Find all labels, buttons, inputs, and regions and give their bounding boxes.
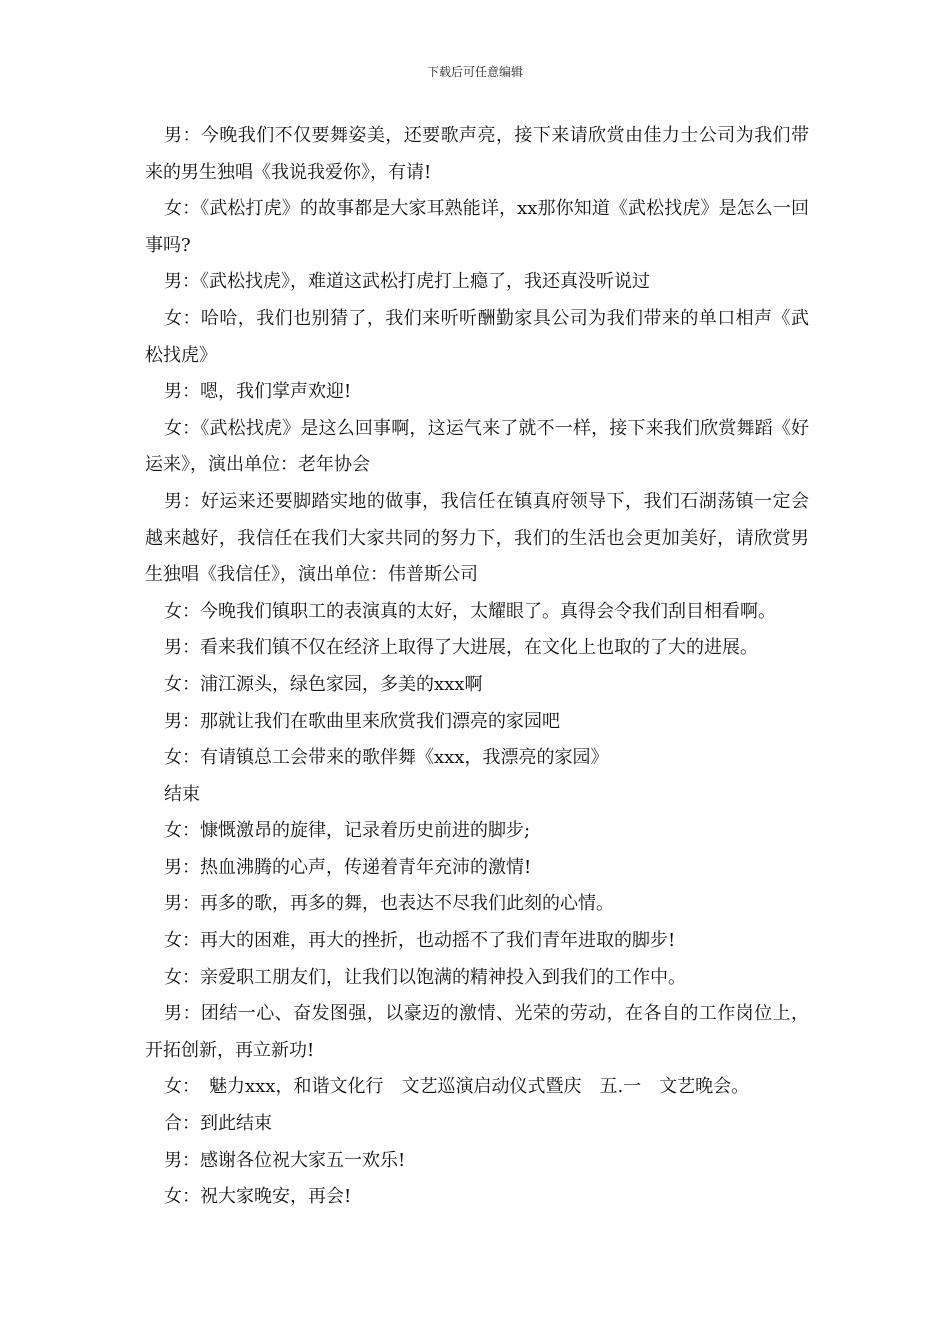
paragraph: 男：再多的歌，再多的舞，也表达不尽我们此刻的心情。: [164, 893, 614, 915]
page-header-note: 下载后可任意编辑: [426, 65, 523, 79]
paragraph: 女：再大的困难，再大的挫折，也动摇不了我们青年进取的脚步!: [164, 930, 676, 952]
paragraph: 男：团结一心、奋发图强，以豪迈的激情、光荣的劳动，在各自的工作岗位上，开拓创新，再立新功!: [145, 1003, 809, 1061]
paragraph: 合：到此结束: [164, 1113, 272, 1135]
paragraph: 男：那就让我们在歌曲里来欣赏我们漂亮的家园吧: [164, 710, 560, 732]
paragraph: 女：浦江源头，绿色家园，多美的xxx啊: [164, 673, 483, 695]
paragraph: 男：今晚我们不仅要舞姿美，还要歌声亮，接下来请欣赏由佳力士公司为我们带来的男生独唱《我说我爱你》，有请!: [145, 125, 809, 183]
paragraph: 女：哈哈，我们也别猜了，我们来听听酬勤家具公司为我们带来的单口相声《武松找虎》: [145, 307, 809, 366]
paragraph: 男：看来我们镇不仅在经济上取得了大进展，在文化上也取的了大的进展。: [164, 637, 758, 659]
paragraph: 男：嗯，我们掌声欢迎!: [164, 381, 352, 403]
paragraph: 女：《武松打虎》的故事都是大家耳熟能详，xx那你知道《武松找虎》是怎么一回事吗?: [145, 198, 809, 256]
paragraph: 女：有请镇总工会带来的歌伴舞《xxx，我漂亮的家园》: [164, 747, 609, 769]
paragraph: 女：祝大家晚安，再会!: [164, 1186, 352, 1208]
paragraph: 男：《武松找虎》，难道这武松打虎打上瘾了，我还真没听说过: [164, 271, 650, 293]
paragraph: 男：感谢各位祝大家五一欢乐!: [164, 1149, 406, 1171]
paragraph: 女：亲爱职工朋友们，让我们以饱满的精神投入到我们的工作中。: [164, 966, 686, 988]
paragraph: 女：《武松找虎》是这么回事啊，这运气来了就不一样，接下来我们欣赏舞蹈《好运来》，演出单位：老年协会: [145, 417, 809, 476]
document-body: [145, 118, 809, 1216]
paragraph: 男：好运来还要脚踏实地的做事，我信任在镇真府领导下，我们石湖荡镇一定会越来越好，我信任在我们大家共同的努力下，我们的生活也会更加美好，请欣赏男生独唱《我信任》，演出单位：伟普斯公司: [145, 490, 809, 586]
paragraph: 女： 魅力xxx，和谐文化行 文艺巡演启动仪式暨庆 五.一 文艺晚会。: [164, 1076, 750, 1098]
paragraph: 女：慷慨激昂的旋律，记录着历史前进的脚步;: [164, 820, 531, 842]
paragraph: 男：热血沸腾的心声，传递着青年充沛的激情!: [164, 856, 532, 878]
paragraph: 女：今晚我们镇职工的表演真的太好，太耀眼了。真得会令我们刮目相看啊。: [164, 600, 776, 622]
section-heading-end: 结束: [164, 783, 200, 805]
